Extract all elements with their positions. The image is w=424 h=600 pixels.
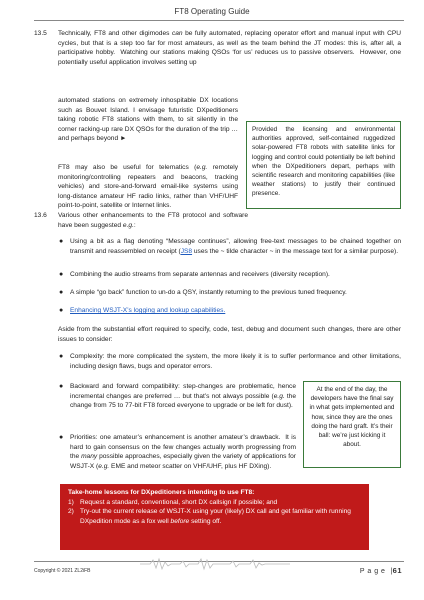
page-header-title: FT8 Operating Guide [174, 7, 250, 16]
bullet-item: ● A simple “go back” function to un-do a QSY, instantly returning to the previous tuned frequency. [59, 289, 347, 296]
footer-page: P a g e |61 [359, 566, 402, 575]
waveform-logo [140, 557, 290, 571]
header-rule [34, 20, 404, 21]
bullet-icon: ● [59, 238, 64, 245]
bullet-icon: ● [59, 307, 64, 314]
bullet-icon: ● [59, 353, 64, 360]
page-number: 61 [392, 566, 402, 575]
callout-robots: Provided the licensing and environmental authorities approved, self-contained ruggedized solar-powered FT8 robots with satellite links for logging and control could potentially be left behind when the DXpeditioners depart, perhaps with scientific research and monitoring capabilities (like weather stations) to justify their continued presence. [246, 121, 401, 209]
bullet-item: ● Priorities: one amateur’s enhancement is another amateur’s drawback. It is hard to gain consensus on the few changes actually worth progressing from the many possible approaches, especially given the variety of applications for WSJT-X (e.g. EME and meteor scatter on VHF/UHF, plus HF DXing). [59, 434, 297, 470]
bullet-item: ● Backward and forward compatibility: step-changes are problematic, hence incremental changes are preferred … but that’s not always possible (e.g. the change from 75 to 77-bit FT8 forced everyone to upgrade or be left for dust). [59, 383, 296, 410]
section-13-5-para1: Technically, FT8 and other digimodes can be fully automated, replacing operator effort and manual input with CPU cycles, but that is a step too far for most amateurs, as well as the team behind the JT modes: this is, after all, a participative hobby. Watching our stations making QSOs ‘for us’ reduces us to passive observers. However, one potentially useful application involves setting up [58, 30, 402, 66]
bullet-icon: ● [59, 434, 64, 441]
section-13-5-para1-cont: automated stations on extremely inhospitable DX locations such as Bouvet Island. I envisage futuristic DXpeditioners taking robotic FT8 stations with them, to sit silently in the corner racking-up rare DX QSOs for the duration of the trip … and perhaps beyond ► [58, 97, 238, 143]
section-number-13-5: 13.5 [34, 30, 47, 37]
takehome-box [60, 484, 369, 550]
bullet-icon: ● [59, 383, 64, 390]
bullet-icon: ● [59, 289, 64, 296]
bullet-icon: ● [59, 271, 64, 278]
takehome-item: 1) Request a standard, conventional, short DX callsign if possible; and [68, 498, 278, 506]
section-13-6-intro: Various other enhancements to the FT8 protocol and software have been suggested e.g.: [58, 212, 248, 229]
takehome-title: Take-home lessons for DXpeditioners intending to use FT8: [68, 489, 255, 496]
section-13-6-aside: Aside from the substantial effort required to specify, code, test, debug and document such changes, there are other issues to consider: [58, 326, 401, 343]
bullet-item: ● Complexity: the more complicated the system, the more likely it is to suffer performance and other limitations, including design flaws, bugs and operator errors. [59, 353, 401, 370]
callout-developers: At the end of the day, the developers have the final say in what gets implemented and how, since they are the ones doing the hard graft. It’s their ball: we’re just kicking it about. [303, 381, 401, 468]
bullet-item: ● Combining the audio streams from separate antennas and receivers (diversity reception). [59, 271, 330, 278]
takehome-item: 2) Try-out the current release of WSJT-X using your (likely) DX call and get familiar with running DXpedition mode as a fox well before setting off. [68, 508, 351, 525]
footer-copyright: Copyright © 2021 ZL2iFB [34, 568, 91, 574]
bullet-item: ● Using a bit as a flag denoting “Message continues”, allowing free-text messages to be chained together on transmit and reassembled on receipt (JS8 uses the ~ tilde character ~ in the message text for a similar purpose). [59, 238, 401, 255]
js8-link[interactable]: JS8 [180, 247, 193, 255]
section-13-5-para2: FT8 may also be useful for telematics (e.g. remotely monitoring/controlling repeaters and beacons, tracking vehicles) and store-and-forward email-like systems using long-distance amateur HF radio links, rather than VHF/UHF point-to-point, satellite or Internet links. [58, 164, 238, 210]
logging-lookup-link[interactable]: Enhancing WSJT-X’s logging and lookup capabilities. [70, 307, 226, 314]
section-number-13-6: 13.6 [34, 212, 47, 219]
bullet-item [59, 306, 401, 316]
